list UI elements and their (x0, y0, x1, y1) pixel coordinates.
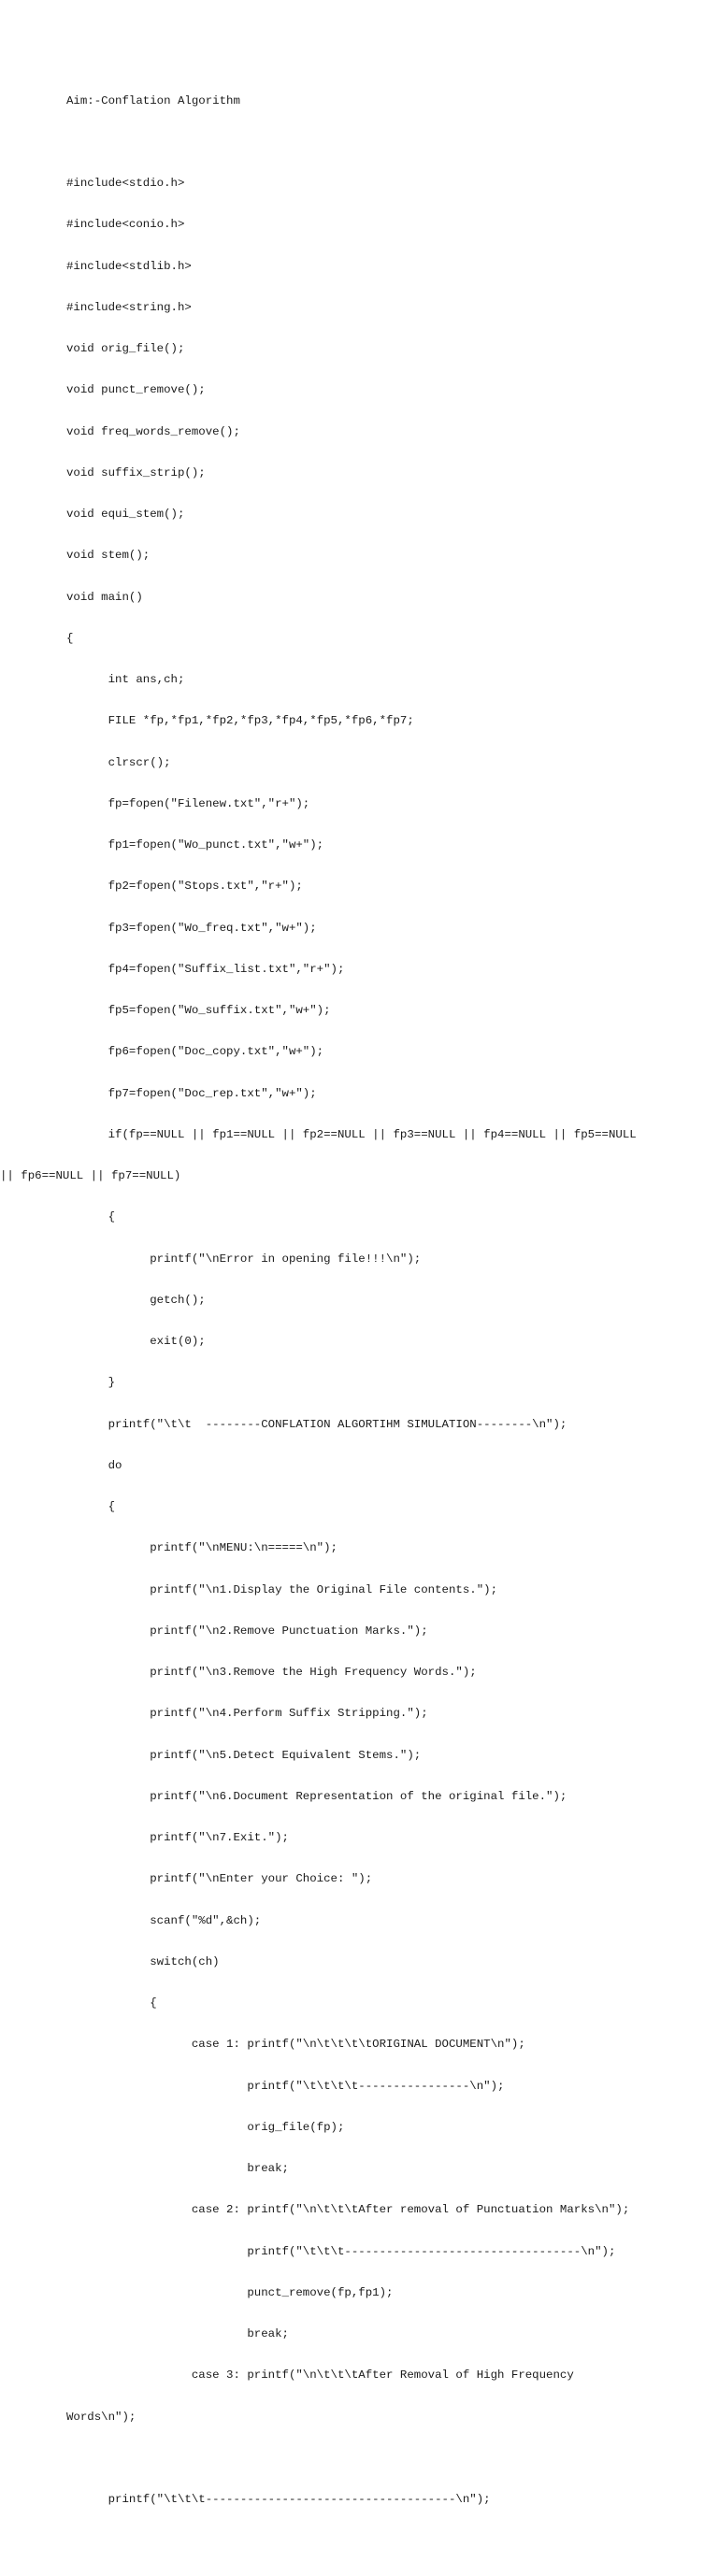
code-line: case 3: printf("\n\t\t\tAfter Removal of High Frequency (66, 2368, 574, 2383)
code-line: break; (66, 2162, 289, 2175)
code-line: #include<conio.h> (66, 218, 185, 232)
code-line: FILE *fp,*fp1,*fp2,*fp3,*fp4,*fp5,*fp6,*fp7; (66, 714, 414, 728)
code-line: { (66, 1500, 116, 1513)
code-line: fp3=fopen("Wo_freq.txt","w+"); (66, 921, 317, 935)
code-line: printf("\t\t --------CONFLATION ALGORTIHM SIMULATION--------\n"); (66, 1417, 567, 1431)
code-line: #include<string.h> (66, 300, 192, 314)
code-line: switch(ch) (66, 1954, 220, 1968)
code-line: fp2=fopen("Stops.txt","r+"); (66, 880, 303, 894)
code-line: void main() (66, 590, 143, 604)
code-line: printf("\n5.Detect Equivalent Stems."); (66, 1748, 422, 1762)
code-line: { (66, 1210, 116, 1224)
code-line: fp7=fopen("Doc_rep.txt","w+"); (66, 1086, 317, 1100)
code-line: { (66, 631, 74, 645)
code-line: scanf("%d",&ch); (66, 1913, 262, 1927)
code-line: fp5=fopen("Wo_suffix.txt","w+"); (66, 1004, 331, 1017)
blank-line (66, 136, 637, 150)
code-line: fp6=fopen("Doc_copy.txt","w+"); (66, 1045, 324, 1059)
code-line: void equi_stem(); (66, 508, 185, 521)
code-line: int ans,ch; (66, 673, 185, 686)
code-line: case 1: printf("\n\t\t\t\tORIGINAL DOCUMENT\n"); (66, 2038, 525, 2052)
code-line: printf("\nError in opening file!!!\n"); (66, 1252, 422, 1266)
code-line (66, 2534, 637, 2548)
code-line: printf("\n6.Document Representation of the original file."); (66, 1789, 567, 1803)
code-line: break; (66, 2327, 289, 2340)
code-line: printf("\n1.Display the Original File contents."); (66, 1582, 498, 1596)
code-line: void orig_file(); (66, 342, 185, 355)
code-line: exit(0); (66, 1335, 206, 1348)
code-line: #include<stdlib.h> (66, 259, 192, 273)
code-line: printf("\nMENU:\n=====\n"); (66, 1541, 337, 1555)
code-line: printf("\n2.Remove Punctuation Marks."); (66, 1624, 428, 1638)
code-line: Words\n"); (66, 2410, 136, 2424)
code-line: void freq_words_remove(); (66, 424, 240, 438)
code-line: punct_remove(fp,fp1); (66, 2285, 394, 2299)
code-line: clrscr(); (66, 755, 171, 769)
code-line: #include<stdio.h> (66, 177, 185, 190)
code-line: void suffix_strip(); (66, 465, 206, 479)
code-line: printf("\n4.Perform Suffix Stripping."); (66, 1707, 428, 1721)
code-line: printf("\t\t\t----------------------------------\n"); (66, 2244, 616, 2258)
code-line: getch(); (66, 1293, 206, 1307)
code-line: void punct_remove(); (66, 383, 206, 397)
code-line: } (66, 1376, 116, 1390)
code-line: { (66, 1996, 157, 2010)
code-line: do (66, 1458, 122, 1472)
code-line: printf("\nEnter your Choice: "); (66, 1872, 373, 1886)
code-line: if(fp==NULL || fp1==NULL || fp2==NULL || fp3==NULL || fp4==NULL || fp5==NULL (66, 1127, 637, 1141)
code-line: case 2: printf("\n\t\t\tAfter removal of Punctuation Marks\n"); (66, 2203, 630, 2217)
code-line-wrapped: || fp6==NULL || fp7==NULL) (0, 1169, 181, 1182)
code-line: orig_file(fp); (66, 2120, 345, 2134)
code-listing (0, 66, 637, 2576)
code-line: printf("\t\t\t\t----------------\n"); (66, 2079, 505, 2093)
code-line: fp4=fopen("Suffix_list.txt","r+"); (66, 962, 345, 976)
code-line: printf("\n7.Exit."); (66, 1831, 289, 1844)
code-line-wrapped (0, 2452, 637, 2466)
code-line: fp=fopen("Filenew.txt","r+"); (66, 796, 310, 810)
code-line: void stem(); (66, 549, 151, 563)
code-line: printf("\n3.Remove the High Frequency Words."); (66, 1666, 477, 1679)
blank-line: printf("\t\t\t------------------------------------\n"); (66, 2493, 491, 2506)
aim-heading: Aim:-Conflation Algorithm (66, 93, 240, 107)
code-line: fp1=fopen("Wo_punct.txt","w+"); (66, 838, 324, 852)
